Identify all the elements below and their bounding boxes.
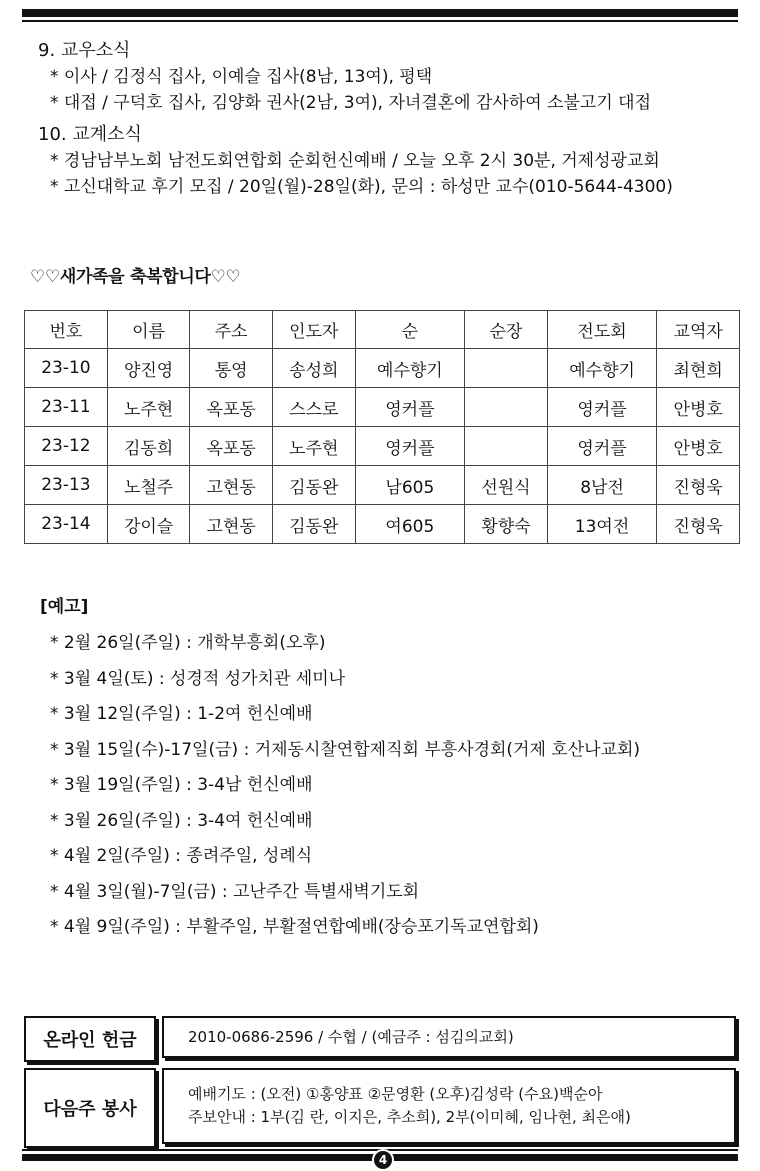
list-item: * 3월 12일(주일) : 1-2여 헌신예배 <box>50 704 313 724</box>
table-cell: 23-12 <box>25 427 108 466</box>
table-cell: 예수향기 <box>355 349 465 388</box>
table-cell: 고현동 <box>190 505 273 544</box>
table-cell: 옥포동 <box>190 427 273 466</box>
table-cell: 스스로 <box>272 388 355 427</box>
prayer-duty: 예배기도 : (오전) ①홍양표 ②문영환 (오후)김성락 (수요)백순아 <box>188 1085 603 1103</box>
table-cell <box>465 427 548 466</box>
church-news-line: * 경남남부노회 남전도회연합회 순회헌신예배 / 오늘 오후 2시 30분, 거제성광교회 <box>50 151 660 171</box>
table-cell: 영커플 <box>355 388 465 427</box>
list-item: * 2월 26일(주일) : 개학부흥회(오후) <box>50 633 326 653</box>
table-cell: 노철주 <box>107 466 190 505</box>
table-cell: 영커플 <box>355 427 465 466</box>
table-cell: 안병호 <box>657 388 740 427</box>
list-item: * 3월 15일(수)-17일(금) : 거제동시찰연합제직회 부흥사경회(거제 호산나교회) <box>50 739 641 760</box>
members-news-line: * 이사 / 김정식 집사, 이예슬 집사(8남, 13여), 평택 <box>50 67 433 87</box>
table-cell: 고현동 <box>190 466 273 505</box>
table-cell: 23-13 <box>25 466 108 505</box>
table-cell: 송성희 <box>272 349 355 388</box>
table-cell <box>465 349 548 388</box>
column-header: 순장 <box>465 311 548 349</box>
column-header: 교역자 <box>657 311 740 349</box>
table-cell: 영커플 <box>547 388 657 427</box>
table-cell: 여605 <box>355 505 465 544</box>
table-cell <box>465 388 548 427</box>
column-header: 주소 <box>190 311 273 349</box>
list-item: * 4월 9일(주일) : 부활주일, 부활절연합예배(장승포기독교연합회) <box>50 917 539 937</box>
table-cell: 김동완 <box>272 466 355 505</box>
table-cell: 23-11 <box>25 388 108 427</box>
table-cell: 강이슬 <box>107 505 190 544</box>
new-family-title: ♡♡새가족을 축복합니다♡♡ <box>30 267 241 287</box>
table-row <box>25 388 740 427</box>
table-cell: 김동희 <box>107 427 190 466</box>
column-header: 인도자 <box>272 311 355 349</box>
column-header: 전도회 <box>547 311 657 349</box>
next-service-content <box>162 1068 736 1144</box>
column-header: 순 <box>355 311 465 349</box>
table-cell: 8남전 <box>547 466 657 505</box>
next-service-label: 다음주 봉사 <box>24 1068 156 1148</box>
page-number: 4 <box>372 1149 394 1171</box>
table-cell: 남605 <box>355 466 465 505</box>
online-offering-content <box>162 1016 736 1058</box>
notice-title: [예고] <box>40 597 89 617</box>
table-cell: 13여전 <box>547 505 657 544</box>
table-cell: 통영 <box>190 349 273 388</box>
table-cell: 선원식 <box>465 466 548 505</box>
table-cell: 영커플 <box>547 427 657 466</box>
account-info: 2010-0686-2596 / 수협 / (예금주 : 섬김의교회) <box>188 1027 514 1046</box>
table-cell: 황향숙 <box>465 505 548 544</box>
new-family-table <box>24 310 740 544</box>
table-cell: 김동완 <box>272 505 355 544</box>
table-row <box>25 427 740 466</box>
bulletin-duty: 주보안내 : 1부(김 란, 이지은, 추소희), 2부(이미혜, 임나현, 최은애) <box>188 1108 631 1126</box>
list-item: * 3월 4일(토) : 성경적 성가치관 세미나 <box>50 668 346 689</box>
church-news-title: 10. 교계소식 <box>38 124 142 145</box>
table-row <box>25 505 740 544</box>
news-section <box>38 38 673 200</box>
list-item: * 3월 26일(주일) : 3-4여 헌신예배 <box>50 810 313 831</box>
table-cell: 예수향기 <box>547 349 657 388</box>
notice-list <box>50 626 640 946</box>
table-cell: 23-14 <box>25 505 108 544</box>
table-cell: 옥포동 <box>190 388 273 427</box>
table-cell: 노주현 <box>272 427 355 466</box>
table-cell: 노주현 <box>107 388 190 427</box>
table-row <box>25 349 740 388</box>
table-cell: 진형욱 <box>657 466 740 505</box>
list-item: * 4월 3일(월)-7일(금) : 고난주간 특별새벽기도회 <box>50 881 420 902</box>
table-cell: 양진영 <box>107 349 190 388</box>
table-row <box>25 466 740 505</box>
column-header: 이름 <box>107 311 190 349</box>
list-item: * 4월 2일(주일) : 종려주일, 성례식 <box>50 846 313 866</box>
list-item: * 3월 19일(주일) : 3-4남 헌신예배 <box>50 775 313 795</box>
table-cell: 안병호 <box>657 427 740 466</box>
church-news-line: * 고신대학교 후기 모집 / 20일(월)-28일(화), 문의 : 하성만 교수(010-5644-4300) <box>50 177 673 197</box>
table-cell: 진형욱 <box>657 505 740 544</box>
table-cell: 23-10 <box>25 349 108 388</box>
table-header-row <box>25 311 740 349</box>
members-news-line: * 대접 / 구덕호 집사, 김양화 권사(2남, 3여), 자녀결혼에 감사하여 소불고기 대접 <box>50 93 652 113</box>
top-rule <box>22 9 738 17</box>
online-offering-label: 온라인 헌금 <box>24 1016 156 1062</box>
table-cell: 최현희 <box>657 349 740 388</box>
members-news-title: 9. 교우소식 <box>38 40 131 61</box>
top-rule-thin <box>22 20 738 22</box>
column-header: 번호 <box>25 311 108 349</box>
